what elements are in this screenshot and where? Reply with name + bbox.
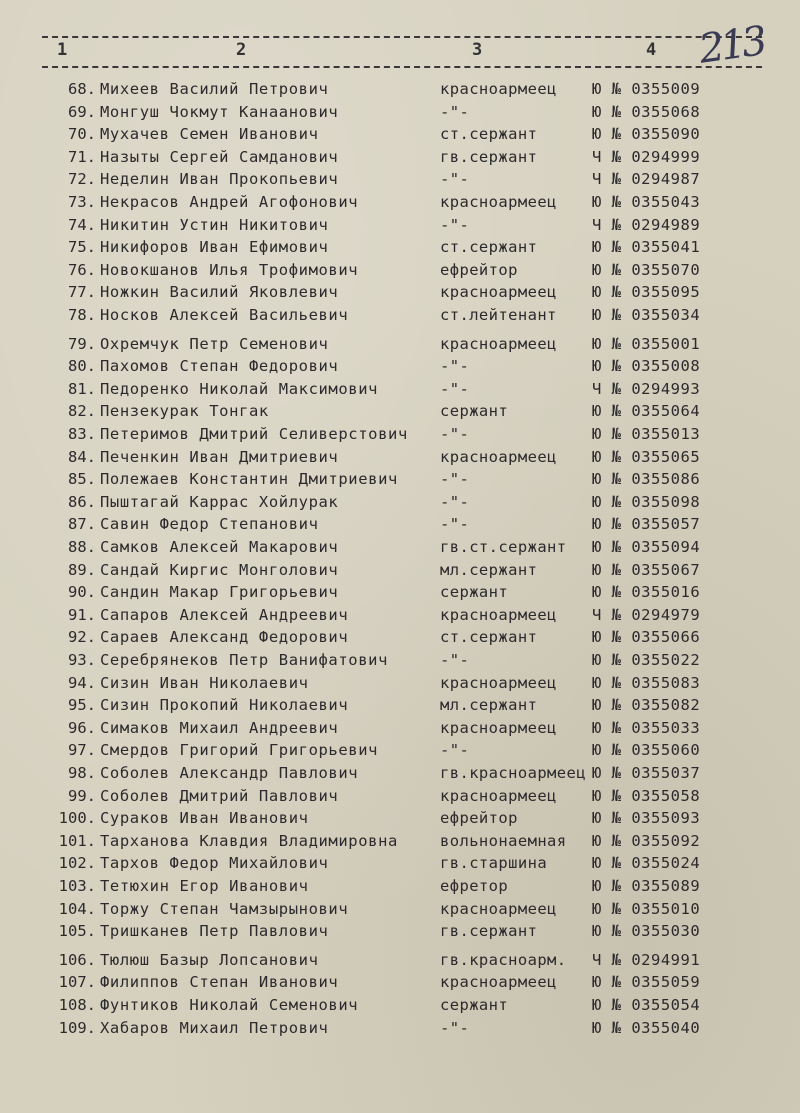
item-number: 93. [68, 651, 96, 669]
list-item [0, 193, 800, 215]
certificate-number: Ю № 0355010 [592, 899, 701, 918]
person-name: Петеримов Дмитрий Селиверстович [100, 425, 408, 443]
item-number: 71. [68, 147, 96, 166]
item-number: 98. [68, 764, 96, 782]
list-item [0, 696, 800, 718]
certificate-number: Ч № 0294991 [592, 950, 701, 969]
person-name: Монгуш Чокмут Канаанович [100, 102, 339, 121]
military-rank: красноармеец [440, 447, 557, 466]
list-item [0, 561, 800, 583]
military-rank: красноармеец [440, 80, 557, 98]
person-name: Серебрянеков Петр Ванифатович [100, 651, 389, 669]
person-name: Сапаров Алексей Андреевич [100, 605, 349, 624]
person-name: Полежаев Константин Дмитриевич [100, 470, 398, 489]
person-name: Пыштагай Каррас Хойлурак [100, 492, 339, 511]
certificate-number: Ю № 0355090 [592, 125, 701, 144]
certificate-number: Ю № 0355082 [592, 696, 701, 715]
list-item [0, 261, 800, 283]
list-item [0, 651, 800, 673]
military-rank: -"- [440, 470, 470, 489]
list-item [0, 493, 800, 515]
certificate-number: Ю № 0355086 [592, 470, 701, 489]
list-item [0, 238, 800, 260]
person-name: Михеев Василий Петрович [100, 80, 329, 98]
item-number: 109. [58, 1018, 96, 1037]
certificate-number: Ю № 0355022 [592, 651, 701, 669]
person-name: Неделин Иван Прокопьевич [100, 170, 339, 189]
list-item [0, 170, 800, 192]
person-name: Тюлюш Базыр Лопсанович [100, 950, 319, 969]
person-name: Никифоров Иван Ефимович [100, 238, 329, 257]
item-number: 102. [58, 854, 96, 873]
person-name: Новокшанов Илья Трофимович [100, 260, 359, 279]
item-number: 105. [58, 922, 96, 941]
person-name: Симаков Михаил Андреевич [100, 718, 339, 737]
person-name: Носков Алексей Васильевич [100, 306, 349, 324]
item-number: 94. [68, 673, 96, 692]
certificate-number: Ю № 0355009 [592, 80, 701, 98]
person-name: Тришканев Петр Павлович [100, 922, 329, 941]
item-number: 92. [68, 628, 96, 647]
person-name: Филиппов Степан Иванович [100, 973, 339, 992]
certificate-number: Ю № 0355098 [592, 492, 701, 511]
item-number: 68. [68, 80, 96, 98]
list-item [0, 470, 800, 492]
list-item [0, 402, 800, 424]
military-rank: -"- [440, 215, 470, 234]
list-item [0, 283, 800, 305]
person-name: Никитин Устин Никитович [100, 215, 329, 234]
person-name: Пензекурак Тонгак [100, 402, 269, 421]
item-number: 70. [68, 125, 96, 144]
military-rank: -"- [440, 379, 470, 398]
list-item [0, 854, 800, 876]
military-rank: красноармеец [440, 786, 557, 805]
person-name: Соболев Александр Павлович [100, 764, 359, 782]
list-item [0, 787, 800, 809]
certificate-number: Ю № 0355066 [592, 628, 701, 647]
list-item [0, 448, 800, 470]
column-rank-header: 3 [472, 40, 483, 60]
military-rank: ст.сержант [440, 125, 538, 144]
military-rank: гв.красноарм. [440, 950, 567, 969]
list-item [0, 80, 800, 102]
item-number: 74. [68, 215, 96, 234]
column-certificate-header: 4 [646, 40, 657, 60]
item-number: 69. [68, 102, 96, 121]
person-name: Фунтиков Николай Семенович [100, 996, 359, 1014]
list-item [0, 515, 800, 537]
list-item [0, 148, 800, 170]
person-name: Мухачев Семен Иванович [100, 125, 319, 144]
military-rank: красноармеец [440, 334, 557, 353]
list-item [0, 306, 800, 328]
person-name: Тархов Федор Михайлович [100, 854, 329, 873]
item-number: 107. [58, 973, 96, 992]
person-name: Сизин Прокопий Николаевич [100, 696, 349, 715]
certificate-number: Ю № 0355092 [592, 831, 701, 850]
list-item [0, 125, 800, 147]
military-rank: красноармеец [440, 193, 557, 211]
list-item [0, 103, 800, 125]
item-number: 99. [68, 786, 96, 805]
certificate-number: Ю № 0355001 [592, 334, 701, 353]
list-item [0, 809, 800, 831]
item-number: 77. [68, 283, 96, 302]
certificate-number: Ч № 0294987 [592, 170, 701, 189]
list-item [0, 425, 800, 447]
person-name: Печенкин Иван Дмитриевич [100, 447, 339, 466]
person-name: Торжу Степан Чамзырынович [100, 899, 349, 918]
military-rank: ст.сержант [440, 238, 538, 257]
person-name: Савин Федор Степанович [100, 515, 319, 534]
list-item [0, 335, 800, 357]
list-item [0, 719, 800, 741]
item-number: 89. [68, 560, 96, 579]
item-number: 104. [58, 899, 96, 918]
column-number-header: 1 [57, 40, 68, 60]
item-number: 81. [68, 379, 96, 398]
certificate-number: Ю № 0355041 [592, 238, 701, 257]
military-rank: красноармеец [440, 673, 557, 692]
person-name: Тарханова Клавдия Владимировна [100, 831, 398, 850]
item-number: 78. [68, 306, 96, 324]
certificate-number: Ю № 0355033 [592, 718, 701, 737]
certificate-number: Ю № 0355034 [592, 306, 701, 324]
item-number: 84. [68, 447, 96, 466]
certificate-number: Ю № 0355064 [592, 402, 701, 421]
list-item [0, 357, 800, 379]
list-item [0, 922, 800, 944]
list-item [0, 832, 800, 854]
person-name: Смердов Григорий Григорьевич [100, 741, 379, 760]
military-rank: ефретор [440, 877, 509, 895]
item-number: 95. [68, 696, 96, 715]
header-rule-top [42, 36, 762, 38]
certificate-number: Ю № 0355043 [592, 193, 701, 211]
military-rank: сержант [440, 402, 509, 421]
item-number: 80. [68, 357, 96, 376]
list-item [0, 583, 800, 605]
military-rank: ефрейтор [440, 809, 518, 828]
military-rank: красноармеец [440, 973, 557, 992]
military-rank: сержант [440, 583, 509, 602]
military-rank: гв.красноармеец [440, 764, 586, 782]
military-rank: гв.сержант [440, 922, 538, 941]
military-rank: гв.старшина [440, 854, 548, 873]
item-number: 82. [68, 402, 96, 421]
person-name: Сизин Иван Николаевич [100, 673, 309, 692]
military-rank: мл.сержант [440, 560, 538, 579]
certificate-number: Ю № 0355040 [592, 1018, 701, 1037]
item-number: 88. [68, 538, 96, 556]
list-item [0, 741, 800, 763]
military-rank: -"- [440, 170, 470, 189]
military-rank: гв.сержант [440, 147, 538, 166]
certificate-number: Ю № 0355094 [592, 538, 701, 556]
military-rank: -"- [440, 741, 470, 760]
certificate-number: Ю № 0355024 [592, 854, 701, 873]
header-rule-bottom [42, 66, 762, 68]
certificate-number: Ю № 0355054 [592, 996, 701, 1014]
certificate-number: Ю № 0355083 [592, 673, 701, 692]
certificate-number: Ю № 0355016 [592, 583, 701, 602]
military-rank: -"- [440, 357, 470, 376]
military-rank: ст.лейтенант [440, 306, 557, 324]
certificate-number: Ю № 0355030 [592, 922, 701, 941]
certificate-number: Ч № 0294999 [592, 147, 701, 166]
military-rank: -"- [440, 425, 470, 443]
certificate-number: Ю № 0355059 [592, 973, 701, 992]
item-number: 100. [58, 809, 96, 828]
certificate-number: Ю № 0355068 [592, 102, 701, 121]
person-name: Ножкин Василий Яковлевич [100, 283, 339, 302]
person-name: Педоренко Николай Максимович [100, 379, 379, 398]
military-rank: -"- [440, 651, 470, 669]
person-name: Сураков Иван Иванович [100, 809, 309, 828]
military-rank: ефрейтор [440, 260, 518, 279]
military-rank: красноармеец [440, 899, 557, 918]
item-number: 106. [58, 950, 96, 969]
military-rank: -"- [440, 102, 470, 121]
list-item [0, 951, 800, 973]
item-number: 86. [68, 492, 96, 511]
list-item [0, 973, 800, 995]
list-item [0, 674, 800, 696]
item-number: 83. [68, 425, 96, 443]
certificate-number: Ю № 0355070 [592, 260, 701, 279]
item-number: 101. [58, 831, 96, 850]
certificate-number: Ю № 0355057 [592, 515, 701, 534]
list-item [0, 380, 800, 402]
item-number: 91. [68, 605, 96, 624]
person-name: Самков Алексей Макарович [100, 538, 339, 556]
person-name: Некрасов Андрей Агофонович [100, 193, 359, 211]
military-rank: сержант [440, 996, 509, 1014]
item-number: 87. [68, 515, 96, 534]
certificate-number: Ч № 0294979 [592, 605, 701, 624]
certificate-number: Ю № 0355013 [592, 425, 701, 443]
military-rank: вольнонаемная [440, 831, 567, 850]
certificate-number: Ч № 0294993 [592, 379, 701, 398]
certificate-number: Ю № 0355067 [592, 560, 701, 579]
item-number: 103. [58, 877, 96, 895]
military-rank: гв.ст.сержант [440, 538, 567, 556]
person-name: Охремчук Петр Семенович [100, 334, 329, 353]
item-number: 96. [68, 718, 96, 737]
certificate-number: Ю № 0355008 [592, 357, 701, 376]
item-number: 97. [68, 741, 96, 760]
list-item [0, 606, 800, 628]
certificate-number: Ю № 0355058 [592, 786, 701, 805]
person-name: Хабаров Михаил Петрович [100, 1018, 329, 1037]
certificate-number: Ю № 0355037 [592, 764, 701, 782]
page-number-handwritten: 213 [696, 18, 767, 73]
list-item [0, 538, 800, 560]
military-rank: -"- [440, 1018, 470, 1037]
military-rank: -"- [440, 492, 470, 511]
item-number: 73. [68, 193, 96, 211]
person-name: Сандин Макар Григорьевич [100, 583, 339, 602]
item-number: 72. [68, 170, 96, 189]
list-item [0, 996, 800, 1018]
person-name: Соболев Дмитрий Павлович [100, 786, 339, 805]
list-item [0, 216, 800, 238]
list-item [0, 900, 800, 922]
list-item [0, 877, 800, 899]
certificate-number: Ю № 0355095 [592, 283, 701, 302]
person-name: Пахомов Степан Федорович [100, 357, 339, 376]
item-number: 108. [58, 996, 96, 1014]
military-rank: мл.сержант [440, 696, 538, 715]
military-rank: -"- [440, 515, 470, 534]
certificate-number: Ю № 0355060 [592, 741, 701, 760]
item-number: 75. [68, 238, 96, 257]
item-number: 85. [68, 470, 96, 489]
person-name: Назыты Сергей Самданович [100, 147, 339, 166]
military-rank: красноармеец [440, 605, 557, 624]
certificate-number: Ю № 0355093 [592, 809, 701, 828]
person-name: Сандай Киргис Монголович [100, 560, 339, 579]
list-item [0, 764, 800, 786]
person-name: Тетюхин Егор Иванович [100, 877, 309, 895]
certificate-number: Ю № 0355089 [592, 877, 701, 895]
column-name-header: 2 [236, 40, 247, 60]
military-rank: красноармеец [440, 718, 557, 737]
list-item [0, 1019, 800, 1041]
certificate-number: Ч № 0294989 [592, 215, 701, 234]
item-number: 79. [68, 334, 96, 353]
item-number: 76. [68, 260, 96, 279]
military-rank: ст.сержант [440, 628, 538, 647]
item-number: 90. [68, 583, 96, 602]
person-name: Сараев Александ Федорович [100, 628, 349, 647]
military-rank: красноармеец [440, 283, 557, 302]
certificate-number: Ю № 0355065 [592, 447, 701, 466]
list-item [0, 628, 800, 650]
